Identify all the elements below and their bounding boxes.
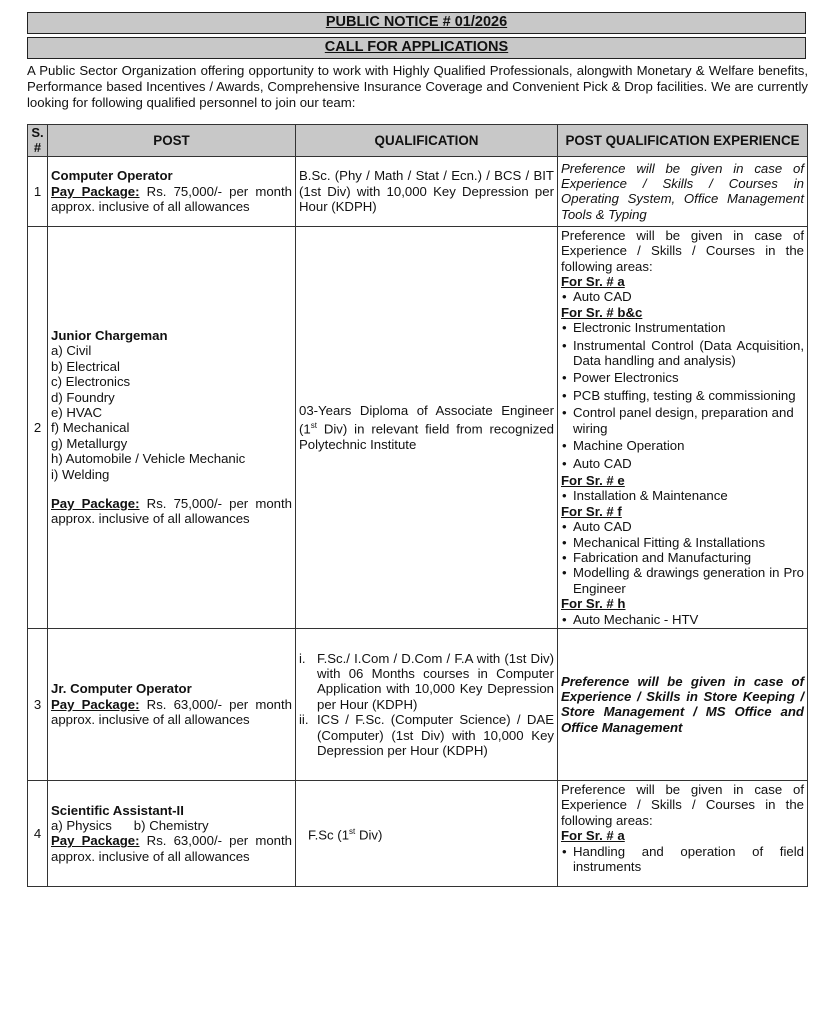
experience-intro: Preference will be given in case of Experience / Skills / Courses in the following areas: bbox=[561, 227, 804, 274]
discipline-item: g) Metallurgy bbox=[51, 435, 128, 451]
list-item: • Fabrication and Manufacturing bbox=[573, 550, 804, 565]
qualification-text: 03-Years Diploma of Associate Engineer (1 bbox=[299, 402, 554, 437]
intro-paragraph: A Public Sector Organization offering opportunity to work with Highly Qualified Professionals, alongwith Monetary & Welfare benefits, Performance based Incentives / Awards, Comprehensive Insurance Coverage and Convenient Pick & Drop facilities. We are currently looking for following qualified personnel to join our team: bbox=[27, 63, 808, 110]
discipline-item: d) Foundry bbox=[51, 389, 115, 405]
discipline-item: h) Automobile / Vehicle Mechanic bbox=[51, 451, 246, 467]
sr-number: 3 bbox=[28, 628, 48, 780]
list-item: • Electronic Instrumentation bbox=[573, 320, 804, 335]
group-label: For Sr. # e bbox=[561, 472, 625, 488]
discipline-item: e) HVAC bbox=[51, 404, 103, 420]
discipline-item: c) Electronics bbox=[51, 374, 131, 390]
list-item: • Modelling & drawings generation in Pro Engineer bbox=[573, 565, 804, 596]
header-qualification: QUALIFICATION bbox=[296, 125, 558, 157]
header-sr: S. # bbox=[28, 125, 48, 157]
table-row bbox=[28, 628, 808, 780]
table-row bbox=[28, 226, 808, 628]
list-item: • Machine Operation bbox=[573, 438, 804, 453]
qualification-text-end: Div) bbox=[355, 827, 383, 843]
list-item: • Auto Mechanic - HTV bbox=[573, 612, 804, 627]
header-experience: POST QUALIFICATION EXPERIENCE bbox=[558, 125, 808, 157]
post-title: Scientific Assistant-II bbox=[51, 802, 184, 818]
post-cell bbox=[48, 780, 296, 886]
experience-cell: Preference will be given in case of Experience / Skills in Store Keeping / Store Management / MS Office and Office Management bbox=[558, 628, 808, 780]
list-item: • Auto CAD bbox=[573, 289, 804, 304]
qualification-cell bbox=[296, 628, 558, 780]
group-label: For Sr. # f bbox=[561, 503, 622, 519]
table-row bbox=[28, 156, 808, 226]
qualification-text-end: Div) in relevant field from recognized Polytechnic Institute bbox=[299, 421, 554, 452]
pay-label: Pay Package: bbox=[51, 696, 140, 712]
list-item: • Mechanical Fitting & Installations bbox=[573, 535, 804, 550]
qualification-sup: st bbox=[349, 827, 356, 837]
pay-text: Rs. 63,000/- per month approx. inclusive of all allowances bbox=[51, 696, 292, 728]
post-cell bbox=[48, 226, 296, 628]
experience-cell bbox=[558, 780, 808, 886]
list-item: • Installation & Maintenance bbox=[573, 488, 804, 503]
post-title: Jr. Computer Operator bbox=[51, 681, 192, 697]
list-item: • Control panel design, preparation and wiring bbox=[573, 405, 804, 436]
item-text: F.Sc./ I.Com / D.Com / F.A with (1st Div) with 06 Months courses in Computer Application with 10,000 Key Depression per Hour (KDPH) bbox=[317, 650, 554, 712]
pay-text: Rs. 63,000/- per month approx. inclusive of all allowances bbox=[51, 833, 292, 864]
discipline-item: b) Electrical bbox=[51, 358, 120, 374]
sr-number: 4 bbox=[28, 780, 48, 886]
list-item: • Power Electronics bbox=[573, 370, 804, 385]
list-item: • Instrumental Control (Data Acquisition, Data handling and analysis) bbox=[573, 338, 804, 369]
item-number: ii. bbox=[299, 712, 309, 728]
post-cell bbox=[48, 628, 296, 780]
group-label: For Sr. # a bbox=[561, 828, 625, 844]
item-text: ICS / F.Sc. (Computer Science) / DAE (Computer) (1st Div) with 10,000 Key Depression per Hour (KDPH) bbox=[317, 712, 554, 758]
pay-label: Pay Package: bbox=[51, 183, 140, 199]
qualification-cell bbox=[296, 780, 558, 886]
experience-intro: Preference will be given in case of Experience / Skills / Courses in the following areas: bbox=[561, 781, 804, 828]
post-cell bbox=[48, 156, 296, 226]
discipline-item: a) Civil bbox=[51, 343, 92, 359]
list-item: • PCB stuffing, testing & commissioning bbox=[573, 388, 804, 403]
discipline-item: f) Mechanical bbox=[51, 420, 130, 436]
pay-label: Pay Package: bbox=[51, 496, 140, 512]
experience-cell bbox=[558, 226, 808, 628]
post-title: Computer Operator bbox=[51, 168, 173, 184]
experience-cell: Preference will be given in case of Experience / Skills / Courses in Operating System, Office Management Tools & Typing bbox=[558, 156, 808, 226]
qualification-item bbox=[299, 650, 554, 713]
sr-number: 1 bbox=[28, 156, 48, 226]
pay-label: Pay Package: bbox=[51, 833, 140, 849]
qualification-cell bbox=[296, 226, 558, 628]
qualification-item bbox=[299, 712, 554, 758]
header-post: POST bbox=[48, 125, 296, 157]
table-row bbox=[28, 780, 808, 886]
qualification-sup: st bbox=[310, 420, 317, 430]
positions-table bbox=[27, 124, 808, 887]
qualification-text: F.Sc (1 bbox=[308, 827, 350, 843]
notice-title: PUBLIC NOTICE # 01/2026 bbox=[27, 12, 806, 34]
discipline-item: i) Welding bbox=[51, 466, 110, 482]
list-item: • Handling and operation of field instruments bbox=[573, 844, 804, 875]
table-header-row bbox=[28, 125, 808, 157]
group-label: For Sr. # a bbox=[561, 274, 625, 290]
group-label: For Sr. # h bbox=[561, 596, 626, 612]
pay-text: Rs. 75,000/- per month approx. inclusive of all allowances bbox=[51, 496, 292, 527]
sr-number: 2 bbox=[28, 226, 48, 628]
pay-text: Rs. 75,000/- per month approx. inclusive of all allowances bbox=[51, 183, 292, 215]
list-item: • Auto CAD bbox=[573, 456, 804, 471]
call-title: CALL FOR APPLICATIONS bbox=[27, 37, 806, 59]
list-item: • Auto CAD bbox=[573, 519, 804, 534]
post-title: Junior Chargeman bbox=[51, 327, 168, 343]
discipline-line: a) Physics b) Chemistry bbox=[51, 818, 209, 834]
item-number: i. bbox=[299, 650, 306, 666]
group-label: For Sr. # b&c bbox=[561, 304, 643, 320]
qualification-cell: B.Sc. (Phy / Math / Stat / Ecn.) / BCS / BIT (1st Div) with 10,000 Key Depression per Hour (KDPH) bbox=[296, 156, 558, 226]
